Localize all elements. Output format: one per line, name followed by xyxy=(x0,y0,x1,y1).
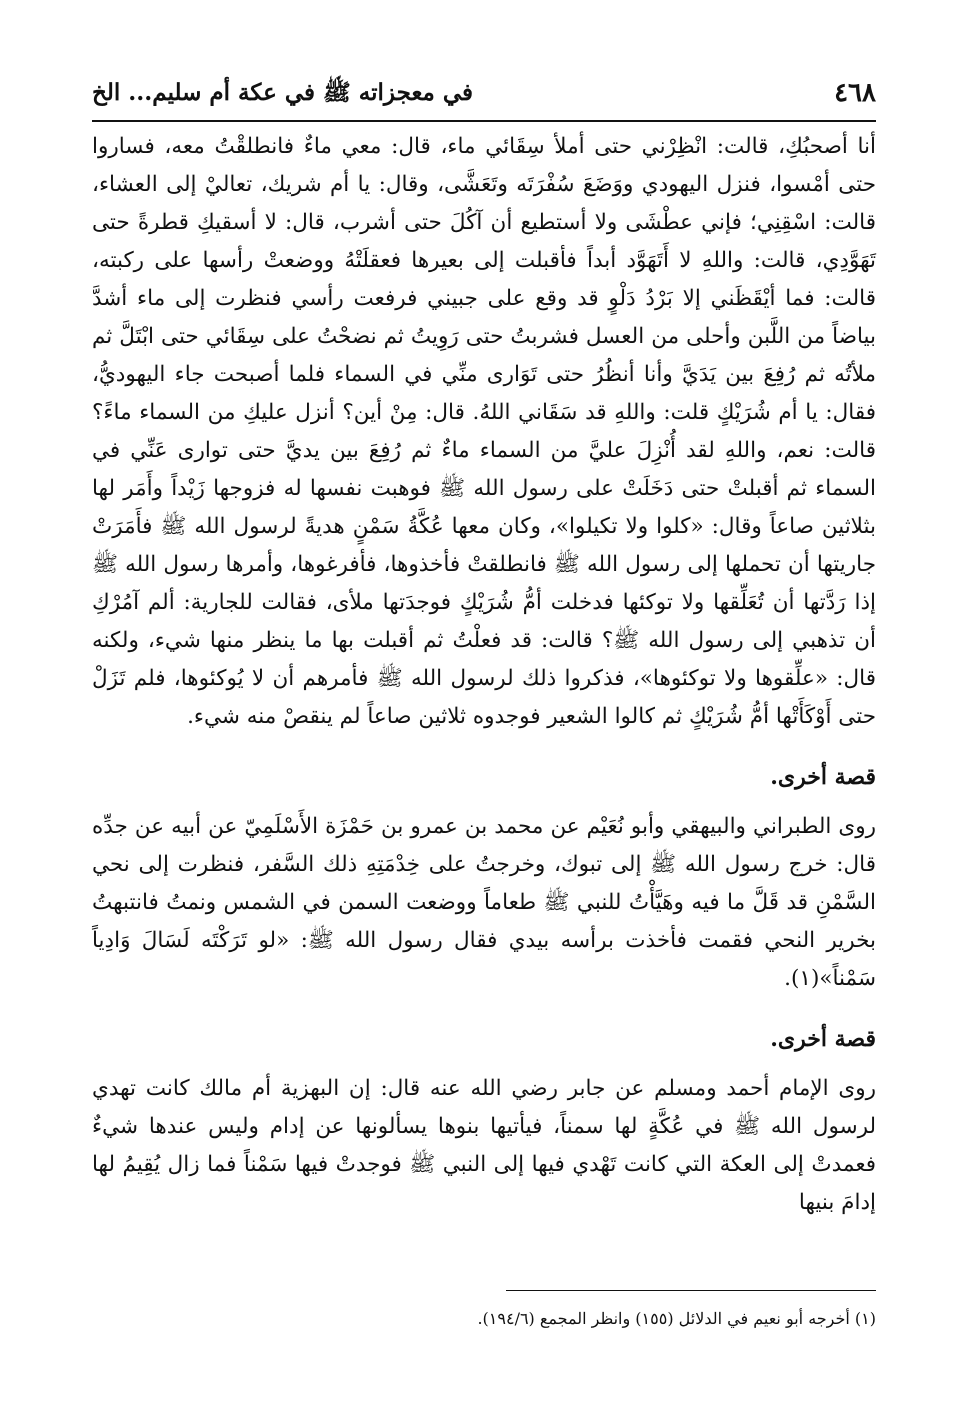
paragraph-umm-sharik: أنا أصحبُكِ، قالت: انْظِرْني حتى أملأ سِقَائي ماء، قال: معي ماءٌ فانطلقْتُ معه، فساروا حتى أمْسوا، فنزل اليهودي ووَضَعَ سُفْرَتَه وتَعَشَّى، وقال: يا أم شريك، تعاليْ إلى العشاء، قالت: اسْقِنِي؛ فإني عطْشَى ولا أستطيع أن آكُلَ حتى أشرب، قال: لا أسقيكِ قطرةً حتى تَهَوَّدِي، قالت: واللهِ لا أَتَهَوَّد أبداً فأقبلت إلى بعيرها فعقلَتْهُ ووضعتْ رأسها على ركبته، قالت: فما أيْقَظَني إلا بَرْدُ دَلْوٍ قد وقع على جبيني فرفعت رأسي فنظرت إلى ماء أشدَّ بياضاً من اللَّبن وأحلى من العسل فشربتُ حتى رَوِيتُ ثم نضحْتُ على سِقَائي حتى ابْتَلَّ ثم ملأتُه ثم رُفِعَ بين يَدَيَّ وأنا أنظُرُ حتى تَوَارى منِّي في السماء فلما أصبحت جاء اليهوديُّ، فقال: يا أم شُرَيْكٍ قلت: واللهِ قد سَقَاني اللهُ. قال: مِنْ أين؟ أنزل عليكِ من السماء ماءً؟ قالت: نعم، واللهِ لقد أُنْزِلَ عليَّ من السماء ماءٌ ثم رُفِعَ بين يديَّ حتى توارى عَنِّي في السماء ثم أقبلتْ حتى دَخَلَتْ على رسول الله ﷺ فوهبت نفسها له فزوجها زَيْداً وأَمَر لها بثلاثين صاعاً وقال: «كلوا ولا تكيلوا»، وكان معها عُكَّةُ سَمْنٍ هديةً لرسول الله ﷺ فأَمَرَتْ جاريتها أن تحملها إلى رسول الله ﷺ فانطلقتْ فأخذوها، فأفرغوها، وأمرها رسول الله ﷺ إذا رَدَّتها أن تُعَلِّقها ولا توكئها فدخلت أمُّ شُرَيْكٍ فوجدَتها ملأى، فقالت للجارية: ألم آمُرْكِ أن تذهبي إلى رسول الله ﷺ؟ قالت: قد فعلْتُ ثم أقبلت بها ما ينظر منها شيء، ولكنه قال: «علِّقوها ولا توكئوها»، فذكروا ذلك لرسول الله ﷺ فأمرهم أن لا يُوكئوها، فلم تَزَلْ حتى أَوْكَأَتْها أمُّ شُرَيْكٍ ثم كالوا الشعير فوجدوه ثلاثين صاعاً لم ينقصْ منه شيء. xyxy=(92,134,876,729)
footnote: (١) أخرجه أبو نعيم في الدلائل (١٥٥) وانظر المجمع (١٩٤/٦). xyxy=(477,1309,876,1328)
section-heading-2: قصة أخرى. xyxy=(770,1026,876,1052)
main-text xyxy=(92,128,876,1222)
section-heading-1: قصة أخرى. xyxy=(770,764,876,790)
running-title: في معجزاته ﷺ في عكة أم سليم... الخ xyxy=(92,79,474,106)
header-rule xyxy=(92,120,876,122)
spacer xyxy=(92,736,876,746)
page-number: ٤٦٨ xyxy=(834,78,876,108)
paragraph-tabuk: روى الطبراني والبيهقي وأبو نُعَيْم عن محمد بن عمرو بن حَمْزَة الأَسْلَمِيّ عن أبيه عن جدِّه قال: خرج رسول الله ﷺ إلى تبوك، وخرجتُ على خِدْمَتِهِ ذلك السَّفر، فنظرت إلى نحي السَّمْنِ قد قَلَّ ما فيه وهَيَّأْتُ للنبي ﷺ طعاماً ووضعت السمن في الشمس ونمتُ فانتبهتُ بخرير النحي فقمت فأخذت برأسه بيدي فقال رسول الله ﷺ: «لو تَرَكْتَه لَسَالَ وَادِياً سَمْناً»(١). xyxy=(92,814,876,991)
footnote-rule xyxy=(506,1290,876,1291)
page-header xyxy=(92,70,876,122)
paragraph-bahziya: روى الإمام أحمد ومسلم عن جابر رضي الله عنه قال: إن البهزية أم مالك كانت تهدي لرسول الله ﷺ في عُكَّةٍ لها سمناً، فيأتيها بنوها يسألونها عن إدام وليس عندها شيءٌ فعمدتْ إلى العكة التي كانت تَهْدي فيها إلى النبي ﷺ فوجدتْ فيها سَمْناً فما زال يُقِيمُ لها إدامَ بنيها xyxy=(92,1076,876,1215)
spacer xyxy=(92,998,876,1008)
